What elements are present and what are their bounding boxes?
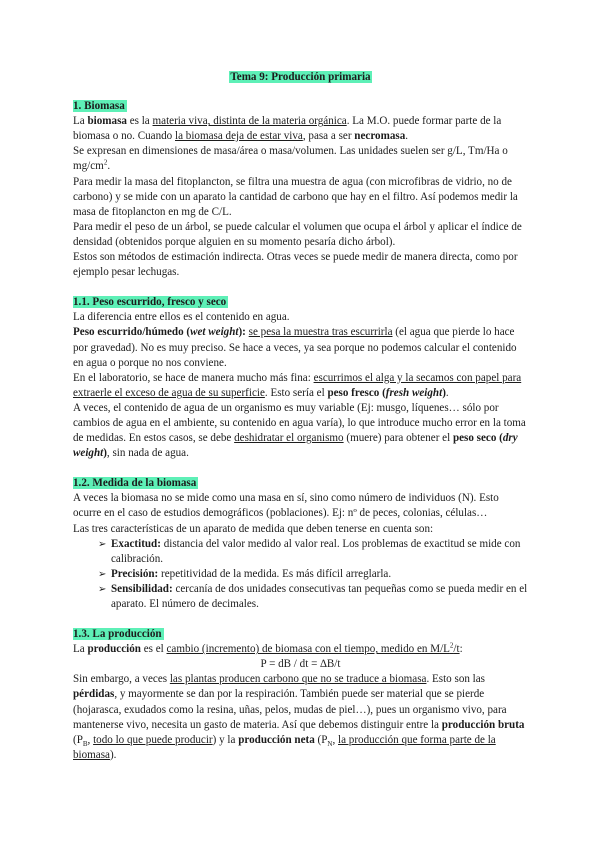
formula: P = dB / dt = ∆B/t: [260, 658, 341, 671]
paragraph: Peso escurrido/húmedo (wet weight): se pesa la muestra tras escurrirla (el agua que pierde lo hace por gravedad). No es muy preciso. Se hace a veces, ya sea porque no podemos calcular el contenido en agua o porque no nos conviene.: [73, 326, 517, 369]
section-heading-text: 1. Biomasa: [73, 100, 125, 113]
paragraph: Se expresan en dimensiones de masa/área o masa/volumen. Las unidades suelen ser g/L, Tm/Ha o $mg/cm^2$.: [73, 145, 508, 173]
bullet-list: [73, 537, 528, 612]
section-heading-text: 1.2. Medida de la biomasa: [73, 477, 197, 490]
paragraph: La diferencia entre ellos es el contenido en agua.: [73, 311, 290, 324]
paragraph: A veces la biomasa no se mide como una masa en sí, sino como número de individuos (N). Esto ocurre en el caso de estudios demográficos (poblaciones). Ej: nº de peces, colonias, células…: [73, 492, 499, 520]
section-heading: [73, 627, 528, 642]
paragraph: Estos son métodos de estimación indirecta. Otras veces se puede medir de manera directa, como por ejemplo pesar lechugas.: [73, 251, 518, 279]
section-heading: [73, 99, 528, 114]
paragraph: A veces, el contenido de agua de un organismo es muy variable (Ej: musgo, líquenes… sólo por cambios de agua en el ambiente, su contenido en agua varía), lo que introduce mucho error en la toma de medidas. En estos casos, se debe deshidratar el organismo (muere) para obtener el peso seco (dry weight), sin nada de agua.: [73, 401, 526, 460]
list-item: ➢ Exactitud: distancia del valor medido al valor real. Los problemas de exactitud se mide con calibración.: [111, 537, 528, 567]
list-item: ➢ Precisión: repetitividad de la medida. Es más difícil arreglarla.: [111, 567, 528, 582]
section-heading: [73, 476, 528, 491]
list-item: ➢ Sensibilidad: cercanía de dos unidades consecutivas tan pequeñas como se pueda medir en el aparato. El número de decimales.: [111, 582, 528, 612]
section-biomasa: [73, 99, 528, 280]
page-title: [73, 70, 528, 85]
section-medida: [73, 476, 528, 612]
page-title-text: Tema 9: Producción primaria: [230, 71, 371, 83]
section-peso: [73, 295, 528, 461]
paragraph: Para medir el peso de un árbol, se puede calcular el volumen que ocupa el árbol y aplicar el índice de densidad (obtenidos porque alguien en su momento pesaría dicho árbol).: [73, 220, 522, 248]
section-heading-text: 1.3. La producción: [73, 628, 162, 641]
section-heading: [73, 295, 528, 310]
paragraph: Sin embargo, a veces las plantas producen carbono que no se traduce a biomasa. Esto son las pérdidas, y mayormente se dan por la respiración. También puede ser material que se pierde (hojarasca, exudados como la resina, uñas, pelos, mudas de piel…), pues un organismo vivo, para mantenerse vivo, necesita un gasto de materia. Así que debemos distinguir entre la producción bruta ($P_B$, todo lo que puede producir) y la producción neta ($P_N$, la producción que forma parte de la biomasa).: [73, 673, 525, 761]
section-heading-text: 1.1. Peso escurrido, fresco y seco: [73, 296, 227, 309]
paragraph: La biomasa es la materia viva, distinta de la materia orgánica. La M.O. puede formar parte de la biomasa o no. Cuando la biomasa deja de estar viva, pasa a ser necromasa.: [73, 115, 502, 143]
paragraph: En el laboratorio, se hace de manera mucho más fina: escurrimos el alga y la secamos con papel para extraerle el exceso de agua de su superficie. Esto sería el peso fresco (fresh weight).: [73, 371, 522, 399]
section-produccion: [73, 627, 528, 763]
paragraph: La producción es el cambio (incremento) de biomasa con el tiempo, medido en $M/L^2/t$:: [73, 641, 463, 656]
paragraph: Las tres características de un aparato de medida que deben tenerse en cuenta son:: [73, 522, 434, 535]
paragraph: Para medir la masa del fitoplancton, se filtra una muestra de agua (con microfibras de vidrio, no de carbono) y se mide con un aparato la cantidad de carbono que hay en el filtro. Así podemos medir la masa de fitoplancton en mg de C/L.: [73, 175, 518, 218]
document-page: [73, 70, 528, 763]
